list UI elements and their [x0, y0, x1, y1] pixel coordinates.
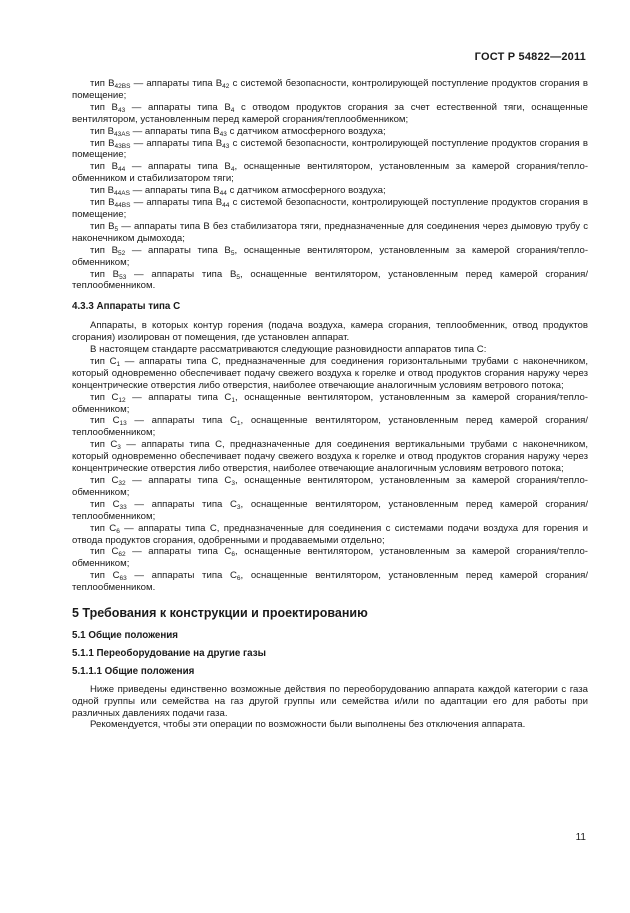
paragraph: тип $B_{44BS}$ — аппараты типа $B_{44}$ с системой безопасности, контролирующей поступление продуктов сгорания в помещение;: [72, 197, 588, 220]
paragraph: Аппараты, в которых контур горения (подача воздуха, камера сгорания, теплообменник, отвод продуктов сгорания) изолирован от помещения, где установлен аппарат.: [72, 320, 588, 344]
paragraph: Ниже приведены единственно возможные действия по переоборудованию аппарата каждой категории с газа одной группы или семейства на газ другой группы или семейства и/или по адаптации его для работы при различных давлениях подачи газа.: [72, 683, 588, 719]
document-body: [72, 78, 588, 731]
paragraph: тип $B_{44}$ — аппараты типа $B_4$, оснащенные вентилятором, установленным за камерой сгорания/тепло-обменником и стабилизатором тяги;: [72, 161, 589, 185]
subsection-heading: 5.1.1.1 Общие положения: [72, 665, 195, 677]
paragraph: Рекомендуется, чтобы эти операции по возможности были выполнены без отключения аппарата.: [90, 719, 526, 731]
paragraph: тип $C_{63}$ — аппараты типа $C_6$, оснащенные вентилятором, установленным перед камерой сгорания/ теплообменником.: [72, 570, 589, 594]
subsection-heading: 4.3.3 Аппараты типа C: [72, 301, 181, 313]
paragraph: тип $C_{32}$ — аппараты типа $C_3$, оснащенные вентилятором, установленным за камерой сгорания/тепло-обменником;: [72, 475, 589, 498]
paragraph: тип $C_{62}$ — аппараты типа $C_6$, оснащенные вентилятором, установленным за камерой сгорания/тепло-обменником;: [72, 546, 589, 570]
paragraph: тип $B_{53}$ — аппараты типа $B_5$, оснащенные вентилятором, установленным перед камерой сгорания/ теплообменником.: [72, 268, 589, 292]
subsection-heading: 5.1 Общие положения: [72, 629, 179, 641]
paragraph: тип $C_{12}$ — аппараты типа $C_1$, оснащенные вентилятором, установленным за камерой сгорания/тепло-обменником;: [72, 391, 589, 415]
paragraph: тип $C_6$ — аппараты типа C, предназначенные для соединения с системами подачи воздуха для горения и отвода продуктов сгорания, одобренными и продаваемыми отдельно;: [72, 522, 588, 546]
subsection-heading: 5.1.1 Переоборудование на другие газы: [72, 647, 266, 659]
paragraph: тип $B_{52}$ — аппараты типа $B_5$, оснащенные вентилятором, установленным за камерой сгорания/тепло-обменником;: [72, 244, 589, 268]
paragraph: тип $B_{44AS}$ — аппараты типа $B_{44}$ с датчиком атмосферного воздуха;: [90, 185, 386, 198]
paragraph: тип $C_1$ — аппараты типа C, предназначенные для соединения горизонтальными трубами с наконечником, который одновременно обеспечивает подачу свежего воздуха к горелке и отвод продуктов сгорания наружу через концентрические отверстия либо отверстия, наиболее отвечающие аналогичным условиям ветрового потока;: [72, 355, 588, 391]
paragraph: тип $B_{43BS}$ — аппараты типа $B_{43}$ с системой безопасности, контролирующей поступление продуктов сгорания в помещение;: [72, 137, 588, 161]
paragraph: тип $B_5$ — аппараты типа B без стабилизатора тяги, предназначенные для соединения через дымовую трубу с наконечником дымохода;: [72, 220, 588, 244]
page-number: 11: [575, 832, 586, 843]
document-number-header: ГОСТ Р 54822—2011: [474, 51, 586, 63]
paragraph: тип $B_{43}$ — аппараты типа $B_4$ с отводом продуктов сгорания за счет естественной тяги, оснащенные вентилятором, установленным перед камерой сгорания/теплообменником;: [72, 101, 589, 125]
paragraph: тип $C_{33}$ — аппараты типа $C_3$, оснащенные вентилятором, установленным перед камерой сгорания/ теплообменником;: [72, 498, 589, 522]
paragraph: тип $C_3$ — аппараты типа C, предназначенные для соединения вертикальными трубами с наконечником, который одновременно обеспечивает подачу свежего воздуха к горелке и отвод продуктов сгорания наружу через концентрические отверстия либо отверстия, наиболее отвечающие аналогичным условиям ветрового потока;: [72, 439, 588, 475]
paragraph: тип $B_{43AS}$ — аппараты типа $B_{43}$ с датчиком атмосферного воздуха;: [90, 125, 386, 138]
paragraph: В настоящем стандарте рассматриваются следующие разновидности аппаратов типа C:: [90, 344, 487, 356]
paragraph: тип $C_{13}$ — аппараты типа $C_1$, оснащенные вентилятором, установленным перед камерой сгорания/ теплообменником;: [72, 415, 589, 439]
section-heading: 5 Требования к конструкции и проектированию: [72, 606, 368, 621]
paragraph: тип $B_{42BS}$ — аппараты типа $B_{42}$ с системой безопасности, контролирующей поступление продуктов сгорания в помещение;: [72, 78, 588, 101]
